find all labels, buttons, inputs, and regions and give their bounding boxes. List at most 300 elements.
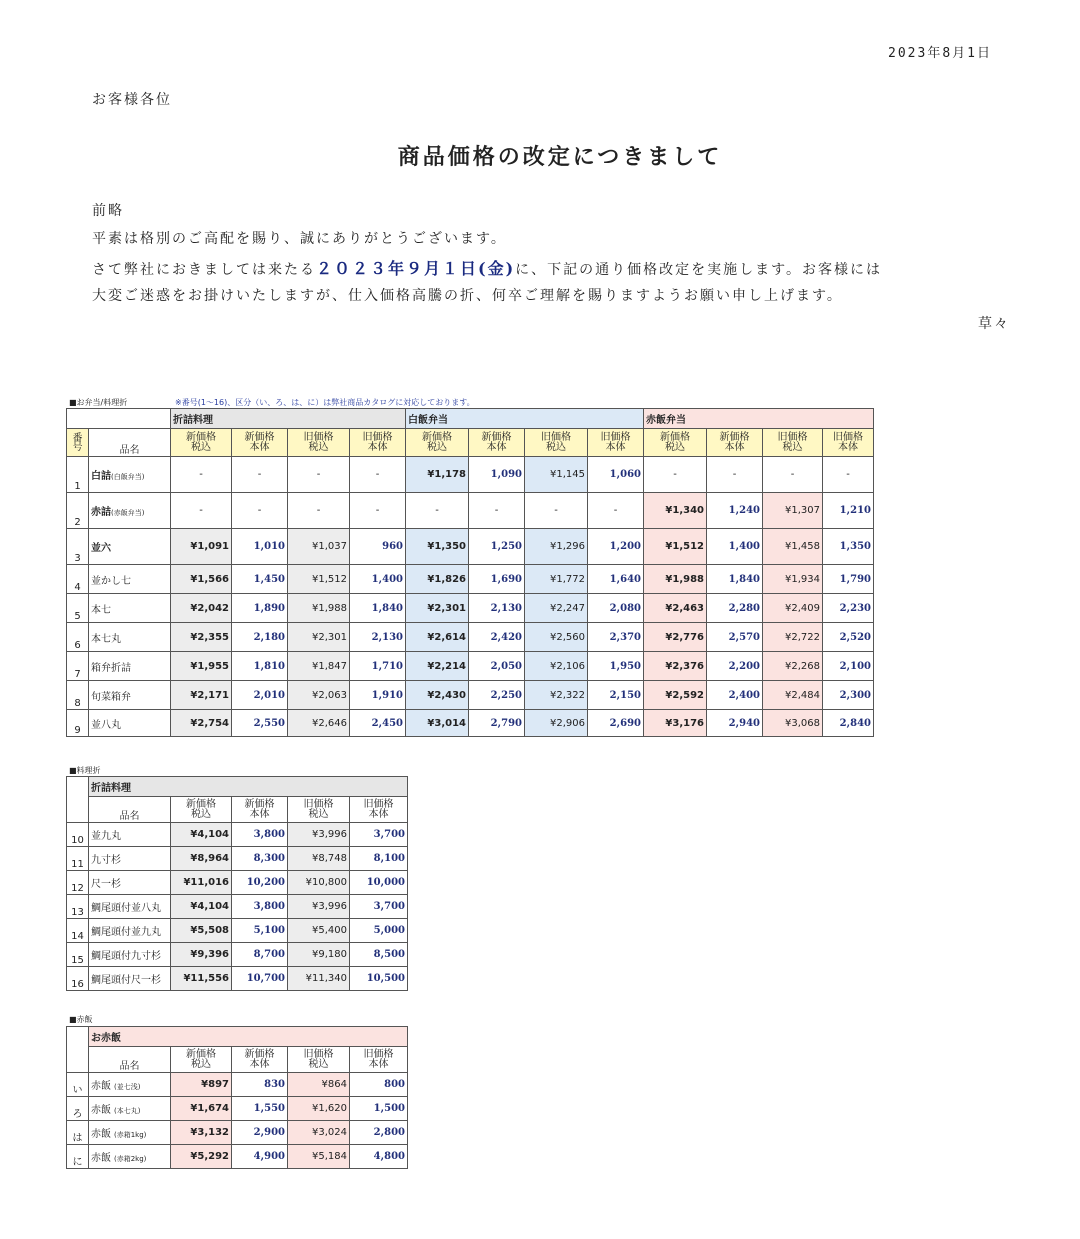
price-cell: 2,450 bbox=[350, 710, 406, 737]
table-row bbox=[67, 493, 874, 529]
price-cell: 5,000 bbox=[350, 919, 408, 943]
item-name bbox=[89, 847, 171, 871]
price-cell: 2,570 bbox=[707, 623, 763, 652]
table-row bbox=[67, 871, 408, 895]
item-name bbox=[89, 943, 171, 967]
price-cell: ¥2,560 bbox=[525, 623, 588, 652]
column-header-old_base-line2: 本体 bbox=[368, 1058, 389, 1070]
column-header-old_base-line2: 本体 bbox=[838, 441, 858, 453]
table-row bbox=[67, 1145, 408, 1169]
price-cell: ¥9,396 bbox=[171, 943, 232, 967]
table-row bbox=[67, 457, 874, 493]
column-header-old_base bbox=[350, 797, 408, 823]
price-cell: 2,010 bbox=[232, 681, 288, 710]
price-cell: ¥2,484 bbox=[763, 681, 823, 710]
price-cell: ¥4,104 bbox=[171, 895, 232, 919]
price-cell: 960 bbox=[350, 529, 406, 565]
column-header-new_base bbox=[469, 429, 525, 457]
price-cell: 1,250 bbox=[469, 529, 525, 565]
column-header-old_base-line2: 本体 bbox=[605, 441, 626, 453]
price-cell: 1,400 bbox=[350, 565, 406, 594]
price-cell: ¥3,996 bbox=[288, 895, 350, 919]
item-name bbox=[89, 529, 171, 565]
table-row bbox=[67, 895, 408, 919]
item-name-text: 九寸杉 bbox=[91, 855, 121, 866]
column-header-new_tax-line2: 税込 bbox=[665, 441, 685, 453]
item-name-sub: (赤飯弁当) bbox=[111, 509, 145, 517]
group-header: 白飯弁当 bbox=[406, 409, 644, 429]
price-cell: ¥4,104 bbox=[171, 823, 232, 847]
table-row bbox=[67, 710, 874, 737]
price-cell: 2,250 bbox=[469, 681, 525, 710]
column-header-old_base bbox=[350, 429, 406, 457]
group-header-row bbox=[67, 777, 408, 797]
item-name-text: 白詰 bbox=[91, 471, 111, 482]
number-header bbox=[67, 429, 89, 457]
price-cell: ¥1,037 bbox=[288, 529, 350, 565]
column-header-new_base-line2: 本体 bbox=[249, 441, 270, 453]
item-number: 9 bbox=[67, 710, 89, 737]
column-header-new_tax bbox=[171, 429, 232, 457]
group-header: 折詰料理 bbox=[171, 409, 406, 429]
price-cell: 2,200 bbox=[707, 652, 763, 681]
price-cell: ¥1,826 bbox=[406, 565, 469, 594]
item-name bbox=[89, 967, 171, 991]
sekihan-price-table bbox=[66, 1026, 408, 1169]
group-header-row bbox=[67, 409, 874, 429]
price-cell: ¥1,988 bbox=[644, 565, 707, 594]
price-cell: ¥1,350 bbox=[406, 529, 469, 565]
price-cell: 1,200 bbox=[588, 529, 644, 565]
price-cell: ¥8,748 bbox=[288, 847, 350, 871]
price-cell: 1,690 bbox=[469, 565, 525, 594]
item-name-text: 尺一杉 bbox=[91, 879, 121, 890]
price-cell: ¥1,512 bbox=[288, 565, 350, 594]
column-header-row bbox=[67, 797, 408, 823]
column-header-old_tax-line1: 旧価格 bbox=[303, 431, 334, 443]
price-cell: ¥2,322 bbox=[525, 681, 588, 710]
price-cell: 4,900 bbox=[232, 1145, 288, 1169]
item-name bbox=[89, 895, 171, 919]
price-cell: - bbox=[644, 457, 707, 493]
price-cell: 2,690 bbox=[588, 710, 644, 737]
column-header-new_tax bbox=[171, 797, 232, 823]
column-header-new_base bbox=[707, 429, 763, 457]
paragraph-3: 大変ご迷惑をお掛けいたしますが、仕入価格高騰の折、何卒ご理解を賜りますようお願い申し上げます。 bbox=[92, 288, 843, 304]
table-row bbox=[67, 565, 874, 594]
price-cell: 10,200 bbox=[232, 871, 288, 895]
blank-cell bbox=[67, 777, 89, 797]
blank-cell bbox=[67, 409, 171, 429]
column-header-new_tax-line2: 税込 bbox=[427, 441, 447, 453]
number-header-line2: 号 bbox=[72, 441, 83, 453]
price-cell: ¥2,214 bbox=[406, 652, 469, 681]
column-header-old_tax-line1: 旧価格 bbox=[777, 431, 808, 443]
item-name-text: 本七 bbox=[91, 604, 111, 616]
item-number: 15 bbox=[67, 943, 89, 967]
price-cell: ¥2,376 bbox=[644, 652, 707, 681]
price-cell: 1,910 bbox=[350, 681, 406, 710]
item-name-text: 並かし七 bbox=[91, 575, 131, 587]
price-cell: ¥1,091 bbox=[171, 529, 232, 565]
paragraph-1: 平素は格別のご高配を賜り、誠にありがとうございます。 bbox=[92, 231, 507, 247]
item-name-text: 並六 bbox=[91, 543, 111, 554]
item-name-header: 品名 bbox=[89, 797, 171, 823]
price-cell: 2,420 bbox=[469, 623, 525, 652]
price-cell: 3,800 bbox=[232, 895, 288, 919]
price-cell: 3,700 bbox=[350, 823, 408, 847]
price-cell: 10,500 bbox=[350, 967, 408, 991]
column-header-new_base-line2: 本体 bbox=[249, 1058, 270, 1070]
column-header-new_tax bbox=[644, 429, 707, 457]
item-number: は bbox=[67, 1121, 89, 1145]
price-cell: ¥2,355 bbox=[171, 623, 232, 652]
price-cell: 1,950 bbox=[588, 652, 644, 681]
column-header-old_base-line2: 本体 bbox=[367, 441, 388, 453]
price-cell: ¥1,955 bbox=[171, 652, 232, 681]
item-name-sub: (白飯弁当) bbox=[111, 473, 145, 481]
item-name-text: 鯛尾頭付並九丸 bbox=[91, 927, 161, 938]
item-name-text: 赤飯 bbox=[91, 1153, 111, 1164]
item-name bbox=[89, 823, 171, 847]
item-name-text: 赤飯 bbox=[91, 1105, 111, 1116]
item-name-header: 品名 bbox=[89, 429, 171, 457]
price-cell: ¥3,176 bbox=[644, 710, 707, 737]
price-cell: ¥3,132 bbox=[171, 1121, 232, 1145]
price-cell: 2,130 bbox=[350, 623, 406, 652]
price-cell: ¥11,016 bbox=[171, 871, 232, 895]
price-cell: 1,790 bbox=[823, 565, 874, 594]
item-name bbox=[89, 457, 171, 493]
price-cell: 830 bbox=[232, 1073, 288, 1097]
greeting: 前略 bbox=[92, 203, 124, 219]
price-cell: 2,790 bbox=[469, 710, 525, 737]
price-cell: 8,300 bbox=[232, 847, 288, 871]
item-number: ろ bbox=[67, 1097, 89, 1121]
column-header-new_base-line1: 新価格 bbox=[244, 1048, 275, 1060]
item-name bbox=[89, 710, 171, 737]
price-cell: 10,700 bbox=[232, 967, 288, 991]
price-cell: - bbox=[232, 457, 288, 493]
table-row bbox=[67, 681, 874, 710]
item-name bbox=[89, 681, 171, 710]
price-cell: ¥10,800 bbox=[288, 871, 350, 895]
column-header-row bbox=[67, 1047, 408, 1073]
column-header-new_base-line2: 本体 bbox=[249, 808, 270, 820]
item-name-text: 本七丸 bbox=[91, 633, 121, 645]
price-cell: ¥1,145 bbox=[525, 457, 588, 493]
item-number: に bbox=[67, 1145, 89, 1169]
item-name-text: 鯛尾頭付並八丸 bbox=[91, 903, 161, 914]
column-header-old_tax-line2: 税込 bbox=[546, 441, 566, 453]
column-header-new_base-line1: 新価格 bbox=[244, 798, 275, 810]
column-header-old_base-line1: 旧価格 bbox=[363, 1048, 394, 1060]
column-header-new_tax-line1: 新価格 bbox=[186, 431, 216, 443]
price-cell: 8,700 bbox=[232, 943, 288, 967]
price-cell: 1,550 bbox=[232, 1097, 288, 1121]
item-name-sub: (並七浅) bbox=[114, 1083, 141, 1091]
column-header-old_base-line2: 本体 bbox=[368, 808, 389, 820]
price-cell: - bbox=[588, 493, 644, 529]
column-header-new_tax-line1: 新価格 bbox=[186, 1048, 216, 1060]
price-cell: ¥2,776 bbox=[644, 623, 707, 652]
price-cell: ¥11,556 bbox=[171, 967, 232, 991]
price-cell: 1,890 bbox=[232, 594, 288, 623]
price-cell: 2,400 bbox=[707, 681, 763, 710]
price-cell: ¥1,934 bbox=[763, 565, 823, 594]
item-name bbox=[89, 652, 171, 681]
price-cell: 1,450 bbox=[232, 565, 288, 594]
item-number: 8 bbox=[67, 681, 89, 710]
group-header: 赤飯弁当 bbox=[644, 409, 874, 429]
price-cell: 1,240 bbox=[707, 493, 763, 529]
table-row bbox=[67, 943, 408, 967]
bento-note: ※番号(1～16)、区分（い、ろ、は、に）は弊社商品カタログに対応しております。 bbox=[175, 398, 475, 407]
column-header-row bbox=[67, 429, 874, 457]
column-header-old_tax bbox=[763, 429, 823, 457]
item-name-sub: (本七丸) bbox=[114, 1107, 141, 1115]
price-cell: ¥2,063 bbox=[288, 681, 350, 710]
price-cell: ¥2,463 bbox=[644, 594, 707, 623]
column-header-old_tax-line2: 税込 bbox=[782, 441, 803, 453]
price-cell: ¥1,296 bbox=[525, 529, 588, 565]
sekihan-caption: ■赤飯 bbox=[69, 1015, 93, 1024]
column-header-old_tax-line1: 旧価格 bbox=[541, 431, 571, 443]
price-cell: 2,230 bbox=[823, 594, 874, 623]
price-cell: ¥2,906 bbox=[525, 710, 588, 737]
column-header-old_base-line1: 旧価格 bbox=[362, 431, 393, 443]
price-cell: - bbox=[288, 493, 350, 529]
price-cell: ¥9,180 bbox=[288, 943, 350, 967]
price-cell: 2,520 bbox=[823, 623, 874, 652]
price-cell: - bbox=[406, 493, 469, 529]
price-cell: 2,840 bbox=[823, 710, 874, 737]
ryori-caption: ■料理折 bbox=[69, 766, 101, 775]
price-cell: ¥2,268 bbox=[763, 652, 823, 681]
price-cell: 1,840 bbox=[707, 565, 763, 594]
price-cell: 2,800 bbox=[350, 1121, 408, 1145]
column-header-new_tax-line2: 税込 bbox=[191, 441, 211, 453]
column-header-new_base bbox=[232, 429, 288, 457]
price-cell: 2,300 bbox=[823, 681, 874, 710]
price-cell: ¥1,307 bbox=[763, 493, 823, 529]
price-cell: ¥3,024 bbox=[288, 1121, 350, 1145]
price-cell: 1,010 bbox=[232, 529, 288, 565]
addressee: お客様各位 bbox=[92, 92, 172, 108]
price-cell: 2,130 bbox=[469, 594, 525, 623]
table-row bbox=[67, 529, 874, 565]
item-name bbox=[89, 1073, 171, 1097]
price-cell: ¥2,722 bbox=[763, 623, 823, 652]
price-cell: - bbox=[763, 457, 823, 493]
price-cell: ¥5,184 bbox=[288, 1145, 350, 1169]
column-header-new_base-line2: 本体 bbox=[486, 441, 507, 453]
price-cell: 1,060 bbox=[588, 457, 644, 493]
item-name-sub: (赤箱1kg) bbox=[114, 1131, 147, 1139]
price-cell: - bbox=[525, 493, 588, 529]
price-cell: 1,640 bbox=[588, 565, 644, 594]
letter-date: 2023年8月1日 bbox=[888, 46, 992, 61]
price-cell: ¥1,847 bbox=[288, 652, 350, 681]
price-cell: 1,840 bbox=[350, 594, 406, 623]
table-row bbox=[67, 1097, 408, 1121]
column-header-old_tax-line1: 旧価格 bbox=[303, 1048, 334, 1060]
price-cell: 5,100 bbox=[232, 919, 288, 943]
group-header: 折詰料理 bbox=[89, 777, 408, 797]
item-name-text: 赤飯 bbox=[91, 1129, 111, 1140]
price-cell: 800 bbox=[350, 1073, 408, 1097]
item-name bbox=[89, 871, 171, 895]
price-cell: - bbox=[232, 493, 288, 529]
price-cell: 8,100 bbox=[350, 847, 408, 871]
paragraph-2-before: さて弊社におきましては来たる bbox=[92, 262, 316, 278]
item-number: 10 bbox=[67, 823, 89, 847]
price-cell: - bbox=[823, 457, 874, 493]
price-cell: 1,090 bbox=[469, 457, 525, 493]
price-cell: ¥2,301 bbox=[288, 623, 350, 652]
price-cell: 2,370 bbox=[588, 623, 644, 652]
table-row bbox=[67, 967, 408, 991]
column-header-old_tax-line2: 税込 bbox=[308, 808, 329, 820]
price-cell: ¥5,292 bbox=[171, 1145, 232, 1169]
ryori-price-table bbox=[66, 776, 408, 991]
column-header-old_base bbox=[350, 1047, 408, 1073]
price-cell: 1,210 bbox=[823, 493, 874, 529]
column-header-new_tax bbox=[171, 1047, 232, 1073]
item-name-text: 旬菜箱弁 bbox=[91, 691, 131, 703]
group-header: お赤飯 bbox=[89, 1027, 408, 1047]
item-number: 3 bbox=[67, 529, 89, 565]
table-row bbox=[67, 623, 874, 652]
price-cell: - bbox=[350, 457, 406, 493]
price-cell: 2,100 bbox=[823, 652, 874, 681]
table-row bbox=[67, 919, 408, 943]
price-cell: ¥3,014 bbox=[406, 710, 469, 737]
item-number: 12 bbox=[67, 871, 89, 895]
column-header-old_tax bbox=[525, 429, 588, 457]
paragraph-2 bbox=[92, 256, 882, 279]
column-header-new_base-line1: 新価格 bbox=[244, 431, 275, 443]
column-header-new_tax-line1: 新価格 bbox=[186, 798, 216, 810]
price-cell: 2,150 bbox=[588, 681, 644, 710]
column-header-old_tax-line2: 税込 bbox=[308, 1058, 329, 1070]
item-name bbox=[89, 1097, 171, 1121]
price-cell: ¥2,301 bbox=[406, 594, 469, 623]
blank-cell bbox=[67, 1027, 89, 1047]
price-cell: - bbox=[707, 457, 763, 493]
price-cell: ¥2,646 bbox=[288, 710, 350, 737]
price-cell: ¥2,592 bbox=[644, 681, 707, 710]
price-cell: 1,810 bbox=[232, 652, 288, 681]
price-cell: ¥2,754 bbox=[171, 710, 232, 737]
price-cell: ¥3,068 bbox=[763, 710, 823, 737]
price-cell: ¥864 bbox=[288, 1073, 350, 1097]
item-number: 2 bbox=[67, 493, 89, 529]
item-name bbox=[89, 1121, 171, 1145]
column-header-old_base bbox=[823, 429, 874, 457]
item-number: 16 bbox=[67, 967, 89, 991]
column-header-new_base bbox=[232, 1047, 288, 1073]
price-cell: - bbox=[469, 493, 525, 529]
item-number: 6 bbox=[67, 623, 89, 652]
column-header-new_tax-line1: 新価格 bbox=[660, 431, 690, 443]
price-cell: 4,800 bbox=[350, 1145, 408, 1169]
price-cell: 2,900 bbox=[232, 1121, 288, 1145]
item-number: 4 bbox=[67, 565, 89, 594]
column-header-old_tax bbox=[288, 797, 350, 823]
price-cell: ¥1,988 bbox=[288, 594, 350, 623]
price-cell: - bbox=[350, 493, 406, 529]
price-cell: ¥5,508 bbox=[171, 919, 232, 943]
column-header-new_base-line1: 新価格 bbox=[481, 431, 512, 443]
price-cell: 2,180 bbox=[232, 623, 288, 652]
price-cell: 1,350 bbox=[823, 529, 874, 565]
column-header-new_tax-line2: 税込 bbox=[191, 808, 211, 820]
item-name bbox=[89, 565, 171, 594]
column-header-old_base-line1: 旧価格 bbox=[600, 431, 631, 443]
column-header-new_tax bbox=[406, 429, 469, 457]
column-header-new_tax-line1: 新価格 bbox=[422, 431, 452, 443]
price-cell: 1,710 bbox=[350, 652, 406, 681]
table-row bbox=[67, 823, 408, 847]
price-cell: - bbox=[171, 457, 232, 493]
column-header-new_base bbox=[232, 797, 288, 823]
price-cell: ¥2,042 bbox=[171, 594, 232, 623]
price-cell: ¥2,409 bbox=[763, 594, 823, 623]
price-cell: 2,280 bbox=[707, 594, 763, 623]
item-name-text: 赤詰 bbox=[91, 507, 111, 518]
price-cell: ¥11,340 bbox=[288, 967, 350, 991]
item-name-text: 赤飯 bbox=[91, 1081, 111, 1092]
column-header-new_tax-line2: 税込 bbox=[191, 1058, 211, 1070]
column-header-old_tax bbox=[288, 429, 350, 457]
price-cell: ¥1,566 bbox=[171, 565, 232, 594]
item-name-sub: (赤箱2kg) bbox=[114, 1155, 147, 1163]
price-cell: 2,050 bbox=[469, 652, 525, 681]
group-header-row bbox=[67, 1027, 408, 1047]
bento-caption: ■お弁当/料理折 bbox=[69, 398, 128, 407]
price-cell: ¥2,106 bbox=[525, 652, 588, 681]
effective-date: ２０２３年９月１日(金) bbox=[316, 259, 516, 278]
column-header-old_tax-line1: 旧価格 bbox=[303, 798, 334, 810]
item-name bbox=[89, 1145, 171, 1169]
item-number: 14 bbox=[67, 919, 89, 943]
item-name bbox=[89, 919, 171, 943]
price-cell: 10,000 bbox=[350, 871, 408, 895]
item-name bbox=[89, 623, 171, 652]
price-cell: ¥1,340 bbox=[644, 493, 707, 529]
table-row bbox=[67, 594, 874, 623]
column-header-old_tax-line2: 税込 bbox=[308, 441, 329, 453]
price-cell: ¥897 bbox=[171, 1073, 232, 1097]
item-number: 7 bbox=[67, 652, 89, 681]
price-cell: ¥2,430 bbox=[406, 681, 469, 710]
column-header-old_base-line1: 旧価格 bbox=[833, 431, 863, 443]
price-cell: ¥1,178 bbox=[406, 457, 469, 493]
table-row bbox=[67, 1073, 408, 1097]
bento-price-table bbox=[66, 408, 874, 737]
blank-cell bbox=[67, 797, 89, 823]
blank-cell bbox=[67, 1047, 89, 1073]
table-row bbox=[67, 847, 408, 871]
price-cell: ¥2,247 bbox=[525, 594, 588, 623]
document-title: 商品価格の改定につきまして bbox=[397, 144, 723, 170]
item-name-text: 鯛尾頭付九寸杉 bbox=[91, 951, 161, 962]
item-number: 13 bbox=[67, 895, 89, 919]
column-header-old_tax bbox=[288, 1047, 350, 1073]
table-row bbox=[67, 1121, 408, 1145]
closing: 草々 bbox=[978, 316, 1010, 332]
